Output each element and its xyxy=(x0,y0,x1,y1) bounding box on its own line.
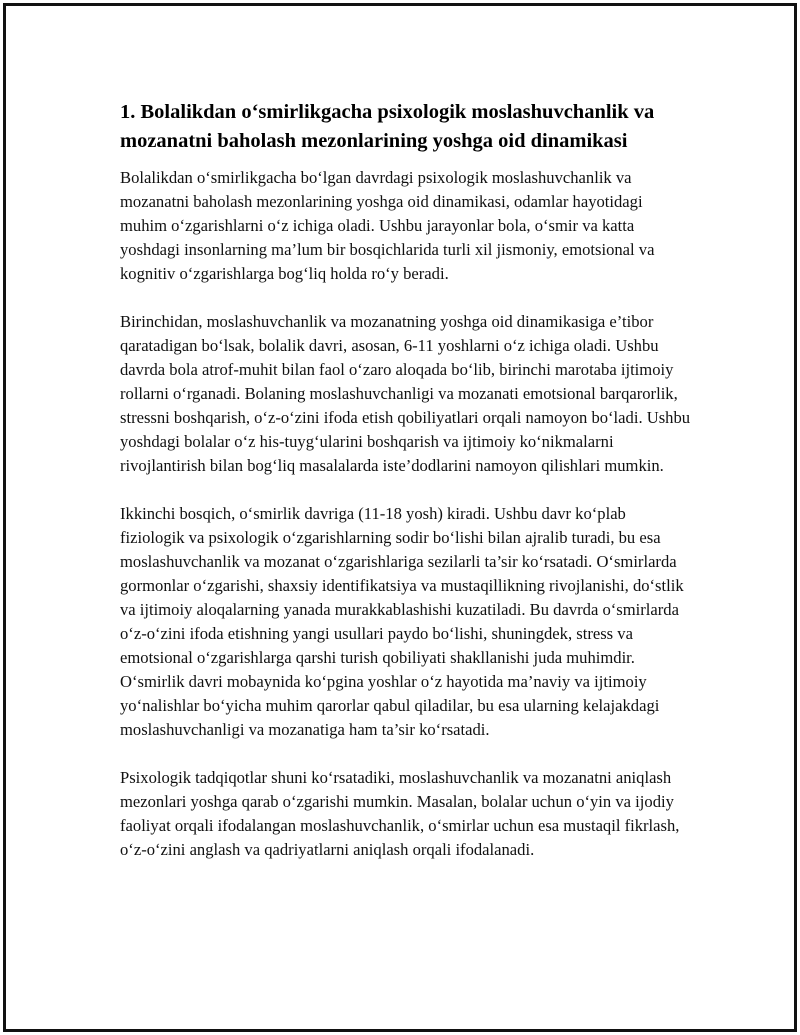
paragraph-intro: Bolalikdan o‘smirlikgacha bo‘lgan davrdagi psixologik moslashuvchanlik va mozanatni baholash mezonlarining yoshga oid dinamikasi, odamlar hayotidagi muhim o‘zgarishlarni o‘z ichiga oladi. Ushbu jarayonlar bola, o‘smir va katta yoshdagi insonlarning ma’lum bir bosqichlarida turli xil jismoniy, emotsional va kognitiv o‘zgarishlarga bog‘liq holda ro‘y beradi. xyxy=(120,168,655,283)
section-heading: 1. Bolalikdan o‘smirlikgacha psixologik moslashuvchanlik va mozanatni baholash mezonlarining yoshga oid dinamikasi xyxy=(120,101,655,152)
paragraph-childhood: Birinchidan, moslashuvchanlik va mozanatning yoshga oid dinamikasiga e’tibor qaratadigan bo‘lsak, bolalik davri, asosan, 6-11 yoshlarni o‘z ichiga oladi. Ushbu davrda bola atrof-muhit bilan faol o‘zaro aloqada bo‘lib, birinchi marotaba ijtimoiy rollarni o‘rganadi. Bolaning moslashuvchanligi va mozanati emotsional barqarorlik, stressni boshqarish, o‘z-o‘zini ifoda etish qobiliyatlari orqali namoyon bo‘ladi. Ushbu yoshdagi bolalar o‘z his-tuyg‘ularini boshqarish va ijtimoiy ko‘nikmalarni rivojlantirish bilan bog‘liq masalalarda iste’dodlarini namoyon qilishlari mumkin. xyxy=(120,312,691,475)
paragraph-adolescence: Ikkinchi bosqich, o‘smirlik davriga (11-18 yosh) kiradi. Ushbu davr ko‘plab fiziologik va psixologik o‘zgarishlarning sodir bo‘lishi bilan ajralib turadi, bu esa moslashuvchanlik va mozanat o‘zgarishlariga sezilarli ta’sir ko‘rsatadi. O‘smirlarda gormonlar o‘zgarishi, shaxsiy identifikatsiya va mustaqillikning rivojlanishi, do‘stlik va ijtimoiy aloqalarning yanada murakkablashishi kuzatiladi. Bu davrda o‘smirlarda o‘z-o‘zini ifoda etishning yangi usullari paydo bo‘lishi, shuningdek, stress va emotsional o‘zgarishlarga qarshi turish qobiliyati shakllanishi juda muhimdir. O‘smirlik davri mobaynida ko‘pgina yoshlar o‘z hayotida ma’naviy va ijtimoiy yo‘nalishlar bo‘yicha muhim qarorlar qabul qiladilar, bu esa ularning kelajakdagi moslashuvchanligi va mozanatiga ham ta’sir ko‘rsatadi. xyxy=(120,504,684,739)
document-body xyxy=(120,98,692,886)
page-frame xyxy=(3,3,797,1032)
paragraph-research: Psixologik tadqiqotlar shuni ko‘rsatadiki, moslashuvchanlik va mozanatni aniqlash mezonlari yoshga qarab o‘zgarishi mumkin. Masalan, bolalar uchun o‘yin va ijodiy faoliyat orqali ifodalangan moslashuvchanlik, o‘smirlar uchun esa mustaqil fikrlash, o‘z-o‘zini anglash va qadriyatlarni aniqlash orqali ifodalanadi. xyxy=(120,768,680,859)
